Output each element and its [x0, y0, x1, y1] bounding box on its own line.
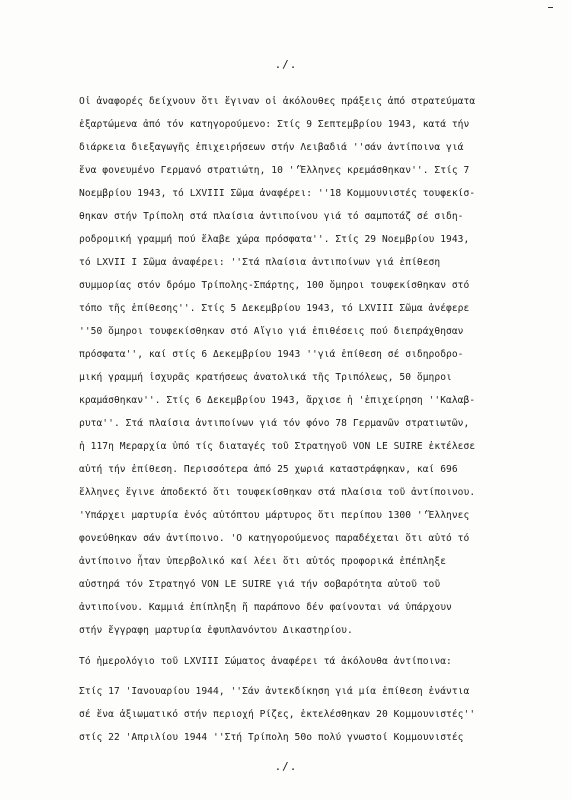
body-line-16: ἡ 117η Μεραρχία ὑπό τίς διαταγές τοῦ Στρατηγοῦ VON LE SUIRE ἐκτέλεσε: [79, 441, 476, 452]
body-line-4: ἕνα φονευμένο Γερμανό στρατιώτη, 10 ''Ἕλληνες κρεμάσθηκαν''. Στίς 7: [79, 165, 470, 176]
page-continuation-mark-top: ./.: [274, 58, 298, 71]
body-line-6: θηκαν στήν Τρίπολη στά πλαίσια ἀντιποίνου γιά τό σαμποτάζ σέ σιδη-: [79, 211, 464, 222]
body-line-3: διάρκεια διεξαγωγῆς ἐπιχειρήσεων στήν Λειβαδιά ''σάν ἀντίποινα γιά: [79, 142, 464, 153]
body-line-5: Νοεμβρίου 1943, τό LXVIII Σῶμα ἀναφέρει: ''18 Κομμουνιστές τουφεκίσ-: [79, 188, 476, 199]
body-line-15: ρυτα''. Στά πλαίσια ἀντιποίνων γιά τόν φόνο 78 Γερμανῶν στρατιωτῶν,: [79, 418, 470, 429]
body-line-17: αὐτή τήν ἐπίθεση. Περισσότερα ἀπό 25 χωριά καταστράφηκαν, καί 696: [79, 464, 458, 475]
body-line-9: συμμορίας στόν δρόμο Τρίπολης-Σπάρτης, 100 ὅμηροι τουφεκίσθηκαν στό: [79, 280, 470, 291]
body-line-28: στίς 22 'Απριλίου 1944 ''Στή Τρίπολη 5Θο πολύ γνωστοί Κομμουνιστές: [79, 732, 464, 743]
body-line-23: ἀντιποίνου. Καμμιά ἐπίπληξη ἤ παράπονο δέν φαίνονται νά ὑπάρχουν: [79, 602, 452, 613]
body-line-26: Στίς 17 'Ιανουαρίου 1944, ''Σάν ἀντεκδίκηση γιά μία ἐπίθεση ἐνάντια: [79, 686, 470, 697]
body-line-19: 'Υπάρχει μαρτυρία ἑνός αὐτόπτου μάρτυρος ὅτι περίπου 1300 ''Ἕλληνες: [79, 510, 470, 521]
body-line-25: Τό ἡμερολόγιο τοῦ LXVIII Σώματος ἀναφέρει τά ἀκόλουθα ἀντίποινα:: [79, 656, 452, 667]
page-continuation-mark-bottom: ./.: [274, 760, 298, 773]
page-corner-mark: [548, 7, 553, 8]
body-line-20: φονεύθηκαν σάν ἀντίποινο. 'Ο κατηγορούμενος παραδέχεται ὅτι αὐτό τό: [79, 533, 470, 544]
body-line-24: στήν ἔγγραφη μαρτυρία ἐφυπλανόντου Δικαστηρίου.: [79, 625, 353, 636]
body-line-18: ἕλληνες ἔγινε ἀποδεκτό ὅτι τουφεκίσθηκαν στά πλαίσια τοῦ ἀντίποινου.: [79, 487, 476, 498]
body-line-11: ''50 ὅμηροι τουφεκίσθηκαν στό Αἴγιο γιά ἐπιθέσεις πού διεπράχθησαν: [79, 326, 464, 337]
body-line-27: σέ ἕνα ἀξιωματικό στήν περιοχή Ρίζες, ἐκτελέσθηκαν 20 Κομμουνιστές'': [79, 709, 476, 720]
body-line-8: τό LXVII I Σῶμα ἀναφέρει: ''Στά πλαίσια ἀντιποίνων γιά ἐπίθεση: [79, 257, 441, 268]
body-line-14: κραμάσθηκαν''. Στίς 6 Δεκεμβρίου 1943, ἄρχισε ἡ 'ἐπιχείρηση ''Καλαβ-: [79, 395, 476, 406]
body-line-7: ροδρομική γραμμή πού ἔλαβε χώρα πρόσφατα''. Στίς 29 Νοεμβρίου 1943,: [79, 234, 470, 245]
body-line-21: ἀντίποινο ἦταν ὑπερβολικό καί λέει ὅτι αὐτός προφορικά ἐπέπληξε: [79, 556, 447, 567]
body-line-2: ἐξαρτώμενα ἀπό τόν κατηγορούμενο: Στίς 9 Σεπτεμβρίου 1943, κατά τήν: [79, 119, 470, 130]
body-line-12: πρόσφατα'', καί στίς 6 Δεκεμβρίου 1943 ''γιά ἐπίθεση σέ σιδηροδρο-: [79, 349, 464, 360]
body-line-13: μική γραμμή ἰσχυρᾶς κρατήσεως ἀνατολικά τῆς Τριπόλεως, 50 ὅμηροι: [79, 372, 452, 383]
body-line-22: αὐστηρά τόν Στρατηγό VON LE SUIRE γιά τήν σοβαρότητα αὐτοῦ τοῦ: [79, 579, 441, 590]
body-line-10: τόπο τῆς ἐπίθεσης''. Στίς 5 Δεκεμβρίου 1943, τό LXVIII Σῶμα ἀνέφερε: [79, 303, 470, 314]
body-line-1: Οἱ ἀναφορές δείχνουν ὅτι ἔγιναν οἱ ἀκόλουθες πράξεις ἀπό στρατεύματα: [79, 96, 476, 107]
